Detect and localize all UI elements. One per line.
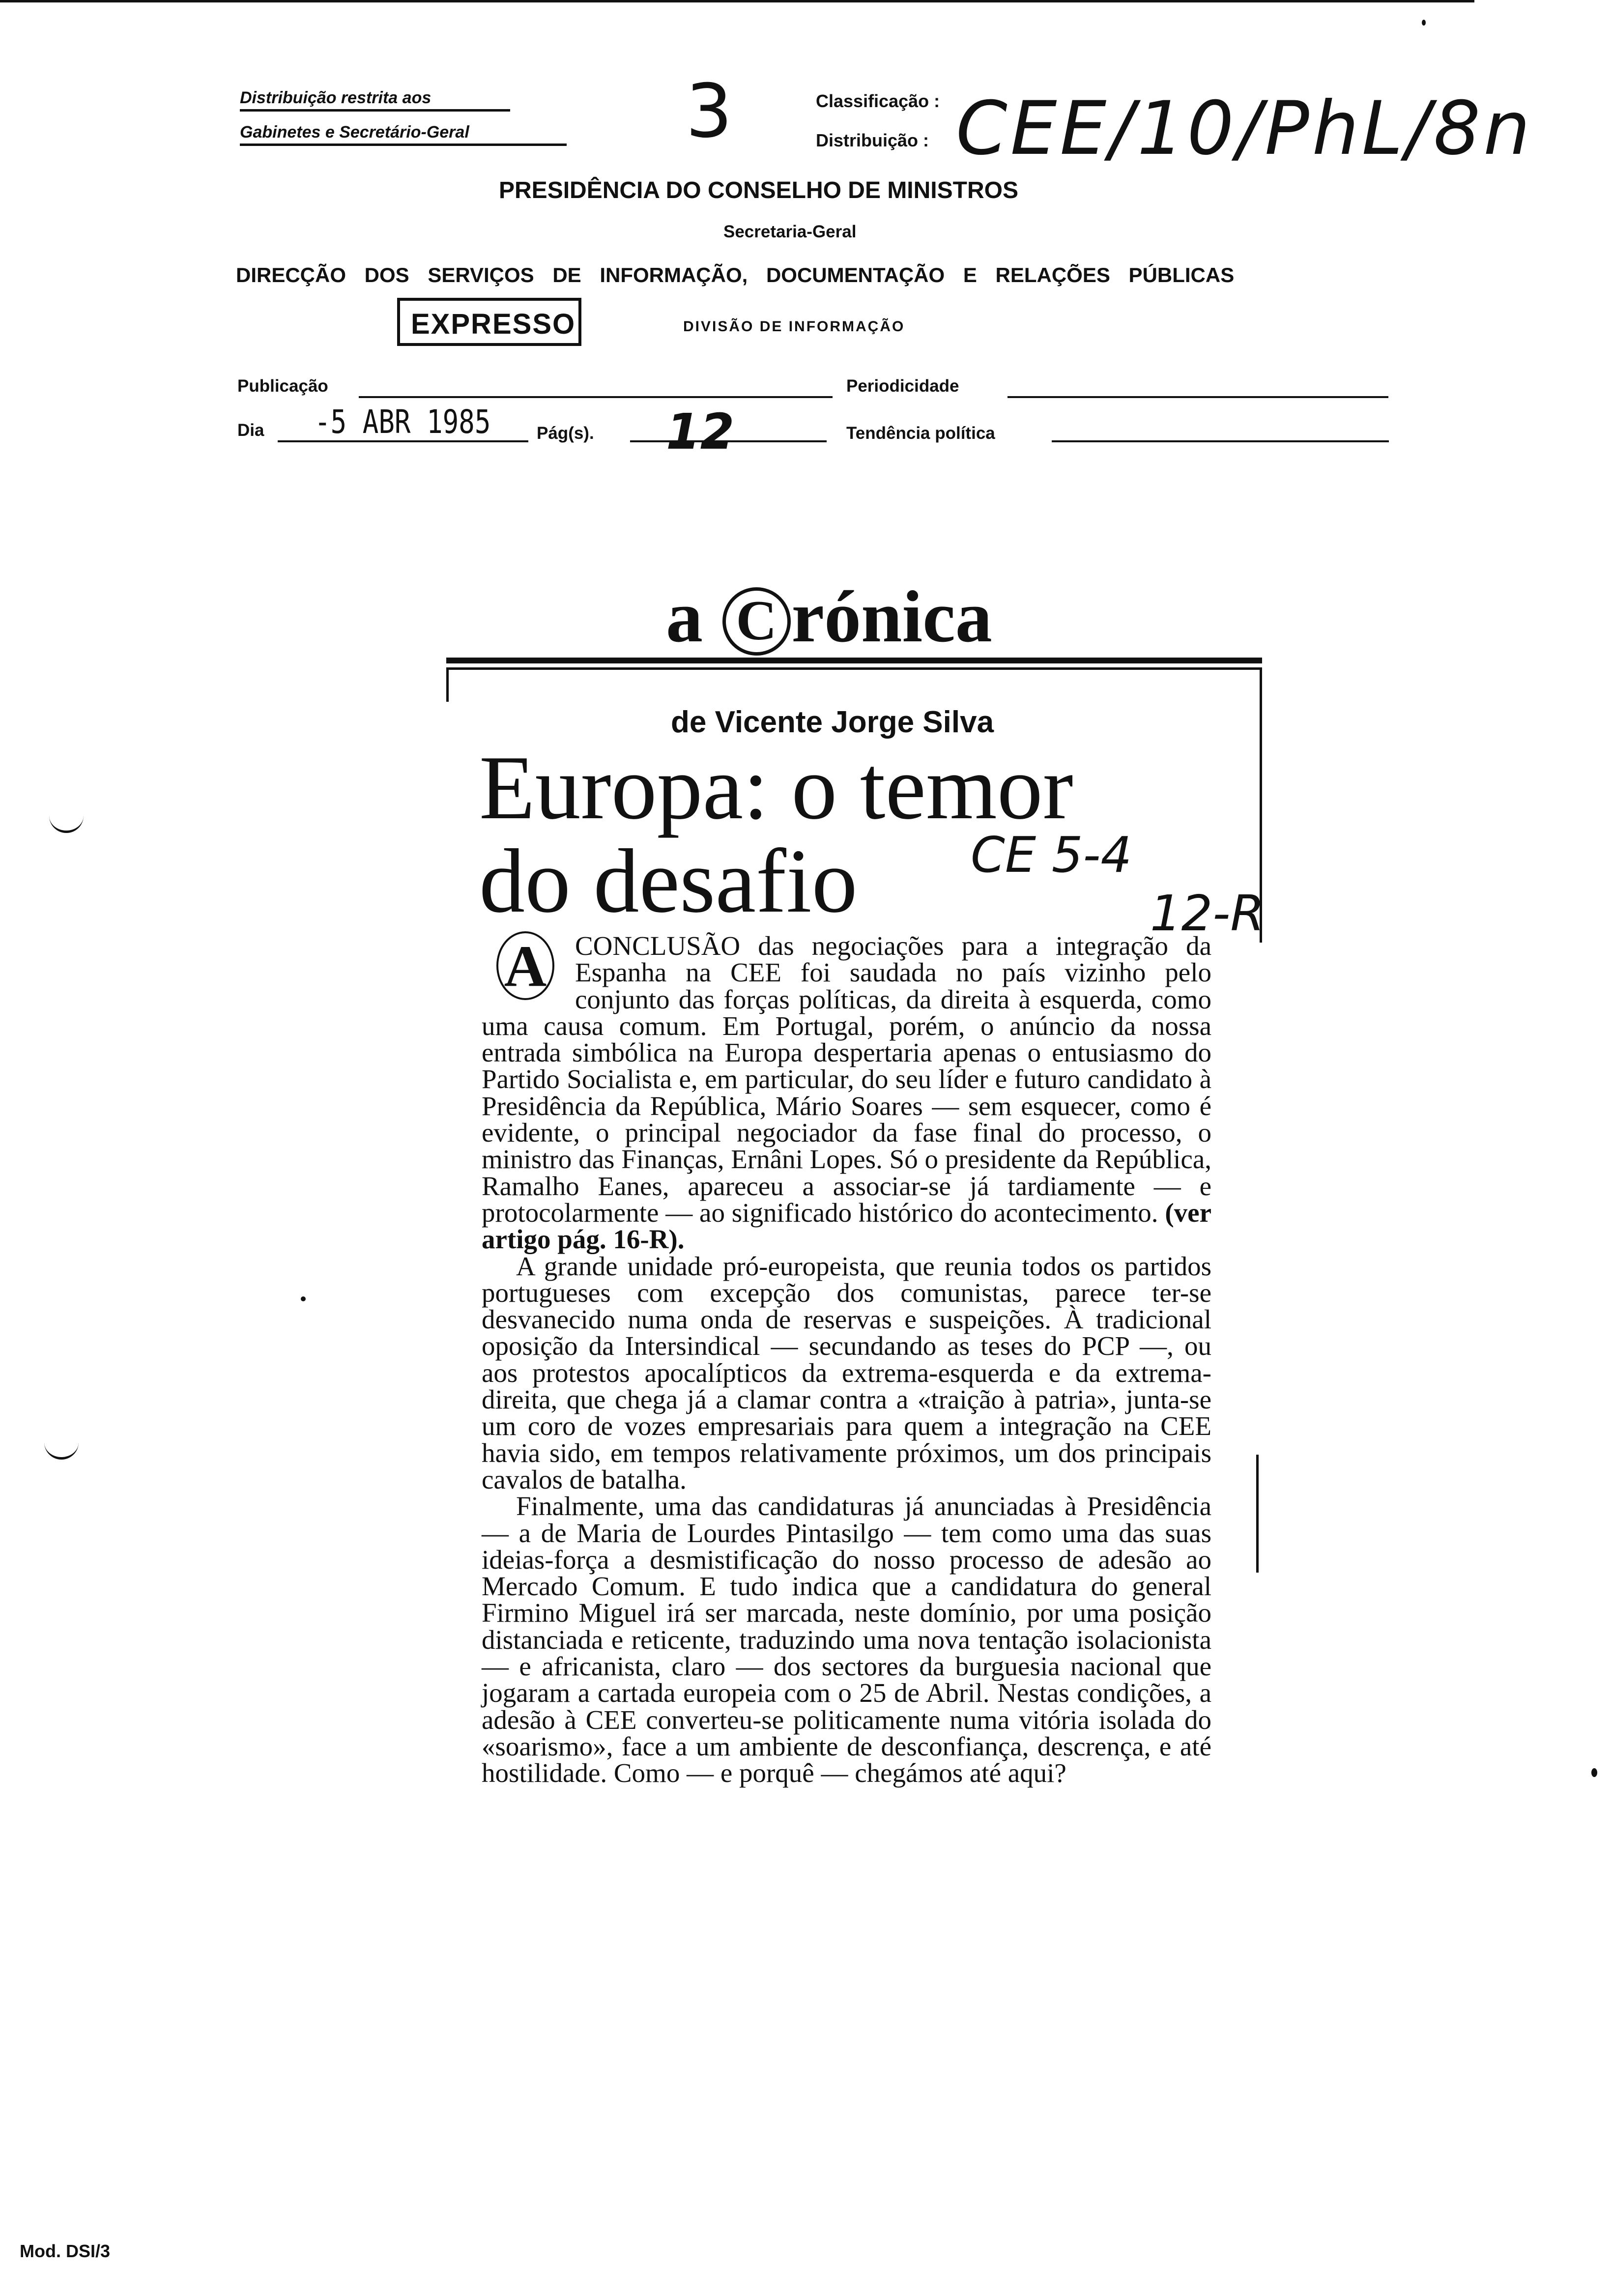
distribution-notice-line1: Distribuição restrita aos bbox=[240, 88, 432, 107]
distribuicao-label: Distribuição : bbox=[816, 130, 929, 150]
scan-dot-1 bbox=[1591, 1768, 1597, 1777]
right-margin-bar bbox=[1256, 1455, 1259, 1573]
handwritten-code: CEE/10/PhL/8n bbox=[956, 86, 1533, 172]
byline: de Vicente Jorge Silva bbox=[671, 705, 994, 739]
directorate-title: DIRECÇÃO DOS SERVIÇOS DE INFORMAÇÃO, DOCUMENTAÇÃO E RELAÇÕES PÚBLICAS bbox=[236, 263, 1235, 287]
paragraph-3: Finalmente, uma das candidaturas já anunciadas à Presidência — a de Maria de Lourdes Pintasilgo — tem como uma das suas ideias-força a desmistificação do nosso processo de adesão ao Mercado Comum. E tudo indica que a candidatura do general Firmino Miguel irá ser marcada, neste domínio, por uma posição distanciada e reticente, traduzindo uma nova tentação isolacionista — e africanista, claro — dos sectores da burguesia nacional que jogaram a cartada europeia com o 25 de Abril. Nestas condições, a adesão à CEE converteu-se politicamente numa vitória isolada do «soarismo», face a um ambiente de desconfiança, descrença, e até hostilidade. Como — e porquê — chegámos até aqui? bbox=[482, 1491, 1211, 1788]
section-initial: C bbox=[722, 587, 791, 656]
paragraph-1-reference: (ver artigo pág. 16-R). bbox=[482, 1197, 1211, 1255]
handwritten-page-note: 12-R bbox=[1150, 885, 1265, 942]
paragraph-1-spacer bbox=[482, 933, 575, 1009]
division-label: DIVISÃO DE INFORMAÇÃO bbox=[683, 318, 905, 335]
pags-label: Pág(s). bbox=[537, 424, 594, 443]
expresso-stamp bbox=[397, 298, 581, 346]
periodicidade-line bbox=[1008, 396, 1388, 398]
publicacao-line bbox=[359, 396, 833, 398]
periodicidade-label: Periodicidade bbox=[846, 376, 959, 396]
handwritten-number: 3 bbox=[686, 69, 733, 154]
paragraph-2: A grande unidade pró-europeista, que reunia todos os partidos portugueses com excepção dos comunistas, parece ter-se desvanecido numa onda de reservas e suspeições. À tradicional oposição da Intersindical — secundando as teses do PCP —, ou aos protestos apocalípticos da extrema-esquerda e da extrema-direita, que chega já a clamar contra a «traição à patria», junta-se um coro de vozes empresariais para quem a integração na CEE havia sido, em tempos relativamente próximos, um dos principais cavalos de batalha. bbox=[482, 1251, 1211, 1494]
handwritten-code-repeat: CE 5-4 bbox=[971, 826, 1132, 884]
form-code: Mod. DSI/3 bbox=[20, 2241, 111, 2261]
stamp-text: EXPRESSO bbox=[411, 308, 576, 340]
tendencia-label: Tendência política bbox=[846, 424, 995, 443]
tendencia-line bbox=[1052, 440, 1389, 442]
department-title: Secretaria-Geral bbox=[723, 222, 857, 241]
headline-line1: Europa: o temor bbox=[479, 737, 1073, 838]
margin-mark-1 bbox=[49, 813, 84, 833]
headline-line2: do desafio bbox=[479, 831, 858, 932]
section-prefix: a bbox=[666, 576, 703, 658]
section-rule-thick bbox=[446, 658, 1262, 663]
drop-cap-letter: A bbox=[504, 933, 547, 999]
box-left-edge bbox=[446, 667, 449, 702]
publicacao-label: Publicação bbox=[237, 376, 328, 396]
institution-title: PRESIDÊNCIA DO CONSELHO DE MINISTROS bbox=[499, 177, 1018, 203]
handwritten-page-number: 12 bbox=[666, 403, 735, 460]
distribution-notice-line2: Gabinetes e Secretário-Geral bbox=[240, 123, 469, 142]
distribution-underline2 bbox=[240, 144, 567, 146]
paragraph-1-text: CONCLUSÃO das negociações para a integração da Espanha na CEE foi saudada no país vizinho pelo conjunto das forças políticas, da direita à esquerda, como uma causa comum. Em Portugal, porém, o anúncio da nossa entrada simbólica na Europa despertaria apenas o entusiasmo do Partido Socialista e, em particular, do seu líder e futuro candidato à Presidência da República, Mário Soares — sem esquecer, como é evidente, o principal negociador da fase final do processo, o ministro das Finanças, Ernâni Lopes. Só o presidente da República, Ramalho Eanes, apareceu a associar-se já tardiamente — e protocolarmente — ao significado histórico do acontecimento. bbox=[482, 931, 1211, 1228]
section-title bbox=[666, 576, 992, 658]
margin-mark-2 bbox=[44, 1440, 79, 1460]
distribution-underline1 bbox=[240, 109, 510, 112]
scan-dot-2 bbox=[1422, 20, 1426, 26]
article-body bbox=[482, 933, 1211, 1787]
scan-dot-3 bbox=[301, 1296, 306, 1301]
dia-label: Dia bbox=[237, 421, 264, 440]
top-border bbox=[0, 0, 1474, 2]
paragraph-1 bbox=[482, 933, 1211, 1253]
section-rest: rónica bbox=[791, 576, 992, 658]
section-rule-thin bbox=[446, 667, 1262, 670]
classificacao-label: Classificação : bbox=[816, 91, 940, 111]
date-stamp: -5 ABR 1985 bbox=[315, 403, 491, 441]
